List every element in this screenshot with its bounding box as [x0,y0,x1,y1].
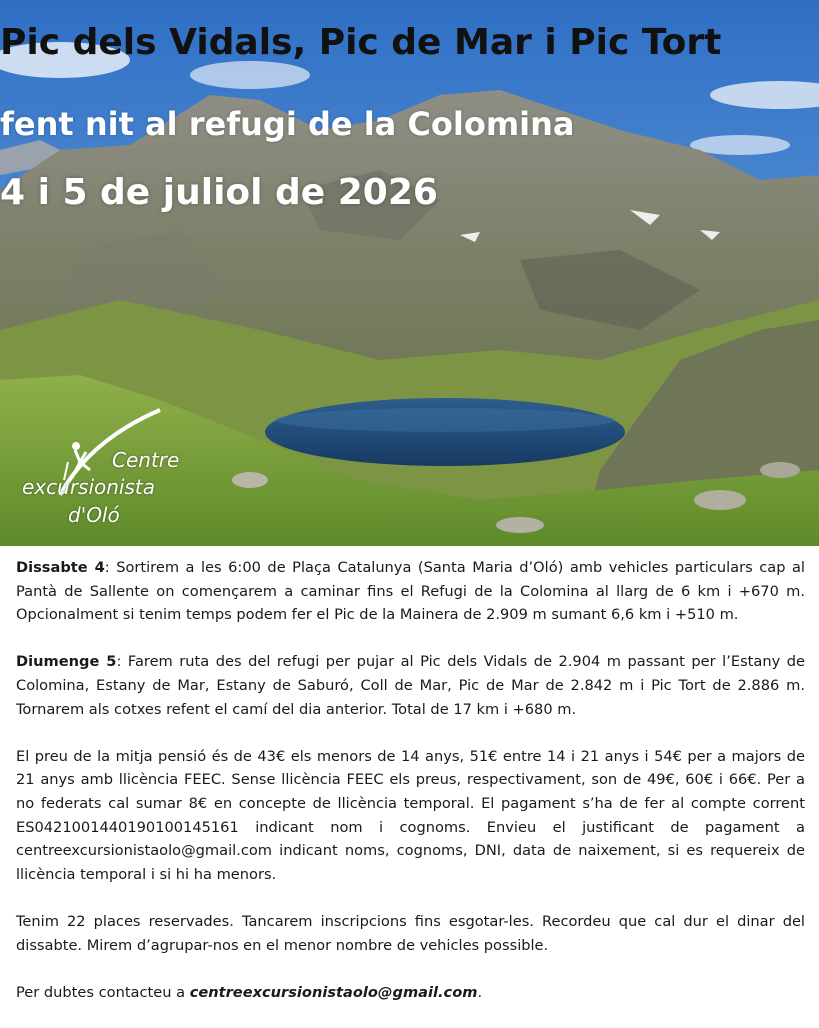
contact-suffix: . [477,983,483,1001]
logo-line-2: excursionista [22,475,155,499]
logo-line-3: d'Oló [68,503,120,527]
day2-paragraph [16,650,805,721]
event-date: 4 i 5 de juliol de 2026 [0,172,438,213]
contact-paragraph [16,981,805,1005]
places-paragraph: Tenim 22 places reservades. Tancarem inscripcions fins esgotar-les. Recordeu que cal dur el dinar del dissabte. Mirem d’agrupar-nos en el menor nombre de vehicles possible. [16,912,805,954]
page-title: Pic dels Vidals, Pic de Mar i Pic Tort [0,22,722,63]
day1-label: Dissabte 4 [16,559,105,576]
event-description [16,556,805,1028]
day1-text: : Sortirem a les 6:00 de Plaça Catalunya (Santa Maria d’Oló) amb vehicles particulars cap al Pantà de Sallente on començarem a caminar fins el Refugi de la Colomina al llarg de 6 km i +670 m. Opcionalment si tenim temps podem fer el Pic de la Mainera de 2.909 m sumant 6,6 km i +510 m. [16,559,805,624]
contact-prefix: Per dubtes contacteu a [16,983,190,1001]
price-paragraph: El preu de la mitja pensió és de 43€ els menors de 14 anys, 51€ entre 14 i 21 anys i 54€ per a majors de 21 anys amb llicència FEEC. Sense llicència FEEC els preus, respectivament, son de 49€, 60€ i 66€. Per a no federats cal sumar 8€ en concepte de llicència temporal. El pagament s’ha de fer al compte corrent ES0421001440190100145161 indicant nom i cognoms. Envieu el justificant de pagament a centreexcursionistaolo@gmail.com indicant noms, cognoms, DNI, data de naixement, si es requereix de llicència temporal i si hi ha menors. [16,747,805,883]
contact-email-link[interactable]: centreexcursionistaolo@gmail.com [189,983,478,1001]
page-subtitle: fent nit al refugi de la Colomina [0,105,575,143]
logo-line-1: Centre [112,448,180,472]
day2-label: Diumenge 5 [16,653,117,671]
club-logo [20,400,220,535]
day2-text: : Farem ruta des del refugi per pujar al Pic dels Vidals de 2.904 m passant per l’Estany de Colomina, Estany de Mar, Estany de Saburó, Coll de Mar, Pic de Mar de 2.842 m i Pic Tort de 2.886 m. Tornarem als cotxes refent el camí del dia anterior. Total de 17 km i +680 m. [16,653,805,718]
day1-paragraph [16,556,805,627]
